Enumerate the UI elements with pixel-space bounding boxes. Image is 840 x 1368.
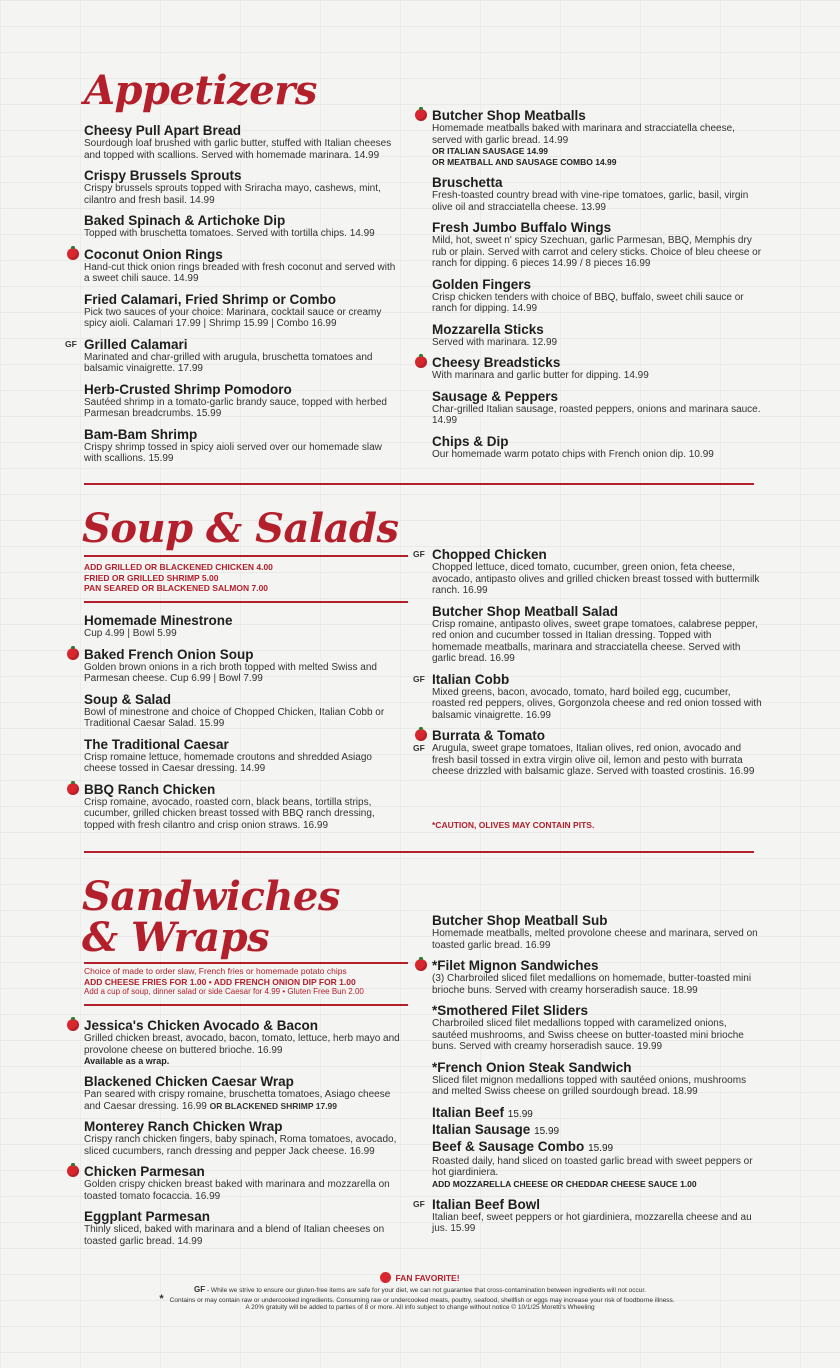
item-name: Bam-Bam Shrimp — [84, 426, 198, 442]
item-name: Blackened Chicken Caesar Wrap — [84, 1074, 294, 1089]
item-description: Grilled chicken breast, avocado, bacon, tomato, lettuce, herb mayo and provolone cheese on buttered brioche. 16.99 — [84, 1033, 400, 1056]
item-name: Eggplant Parmesan — [84, 1209, 211, 1224]
fan-favorite-tomato-icon — [67, 783, 79, 795]
item-addon: ADD MOZZARELLA CHEESE OR CHEDDAR CHEESE SAUCE 1.00 — [432, 1178, 697, 1189]
menu-item — [84, 1018, 402, 1067]
item-description: Charbroiled sliced filet medallions topped with caramelized onions, sautéed mushrooms, and Swiss cheese on butter-toasted mini brioche buns. Served with creamy horseradish sauce. 19.99 — [432, 1018, 744, 1052]
item-addon: OR BLACKENED SHRIMP 17.99 — [209, 1100, 338, 1111]
item-name: Butcher Shop Meatball Sub — [432, 913, 608, 928]
addon-line: ADD CHEESE FRIES FOR 1.00 • ADD FRENCH ONION DIP FOR 1.00 — [84, 976, 356, 987]
soups-title-underline — [84, 555, 408, 557]
menu-item — [432, 108, 762, 168]
item-description: Marinated and char-grilled with arugula, bruschetta tomatoes and balsamic vinaigrette. 17.99 — [84, 351, 373, 374]
item-name: Soup & Salad — [84, 691, 172, 707]
menu-item — [84, 1074, 402, 1112]
item-description: Pan seared with crispy romaine, bruschetta tomatoes, Asiago cheese and Caesar dressing. 16.99 OR BLACKENED SHRIMP 17.99 — [84, 1089, 391, 1112]
fan-favorite-tomato-icon — [67, 648, 79, 660]
sandwiches-addons — [84, 966, 424, 998]
item-description: Thinly sliced, baked with marinara and a blend of Italian cheeses on toasted garlic bread. 14.99 — [84, 1224, 385, 1247]
olive-caution: *CAUTION, OLIVES MAY CONTAIN PITS. — [432, 820, 595, 830]
item-name: Italian Cobb — [432, 671, 510, 687]
fan-favorite-tomato-icon — [67, 1019, 79, 1031]
menu-item — [84, 1209, 402, 1247]
fan-favorite-tomato-icon — [415, 959, 427, 971]
gluten-free-badge: GF — [65, 338, 77, 349]
item-addon: OR MEATBALL AND SAUSAGE COMBO 14.99 — [432, 157, 617, 167]
item-description: Mild, hot, sweet n' spicy Szechuan, garlic Parmesan, BBQ, Memphis dry rub or plain. Served with carrot and celery sticks. Choice of bleu cheese or ranch for dipping. 6 pieces 14.99 / 8 pieces 16.99 — [432, 235, 762, 269]
item-name: Butcher Shop Meatball Salad — [432, 603, 619, 619]
menu-item — [432, 175, 762, 213]
item-name: Beef & Sausage Combo 15.99 — [432, 1138, 614, 1154]
menu-item — [413, 1196, 762, 1235]
item-description: Roasted daily, hand sliced on toasted garlic bread with sweet peppers or hot giardiniera. — [432, 1155, 753, 1178]
item-addon: Available as a wrap. — [84, 1056, 170, 1066]
menu-item — [432, 355, 762, 382]
sandwiches-title-line1: Sandwiches — [82, 873, 340, 920]
menu-item — [432, 1060, 762, 1098]
menu-item — [84, 247, 402, 285]
soups-title: Soup & Salads — [82, 505, 399, 552]
item-name: The Traditional Caesar — [84, 736, 229, 752]
addon-line: ADD GRILLED OR BLACKENED CHICKEN 4.00 — [84, 562, 273, 572]
item-description: Chopped lettuce, diced tomato, cucumber, green onion, feta cheese, avocado, antipasto olives and grilled chicken breast tossed with buttermilk ranch. 16.99 — [432, 562, 760, 596]
menu-item — [432, 913, 762, 951]
menu-item — [432, 277, 762, 315]
menu-item — [84, 382, 402, 420]
item-name: *Smothered Filet Sliders — [432, 1003, 589, 1018]
item-name: Fried Calamari, Fried Shrimp or Combo — [84, 291, 337, 307]
menu-item — [432, 220, 762, 270]
gluten-free-badge: GF — [413, 673, 425, 684]
menu-item — [65, 336, 402, 375]
sandwiches-left-column — [84, 1018, 402, 1254]
menu-item — [432, 1003, 762, 1053]
item-description: Pick two sauces of your choice: Marinara, cocktail sauce or creamy spicy aioli. Calamari 17.99 | Shrimp 15.99 | Combo 16.99 — [84, 306, 382, 329]
item-name: Burrata & Tomato — [432, 728, 546, 743]
item-description: Crispy ranch chicken fingers, baby spinach, Roma tomatoes, avocado, sliced cucumbers, ranch dressing and pepper Jack cheese. 16.99 — [84, 1134, 397, 1157]
menu-item — [432, 604, 762, 665]
item-description: Crisp romaine, avocado, roasted corn, black beans, tortilla strips, cucumber, grilled chicken breast tossed with BBQ ranch dressing, topped with fresh cilantro and crisp onion straws. 16.99 — [84, 796, 375, 831]
item-name: Fresh Jumbo Buffalo Wings — [432, 220, 612, 235]
appetizers-title: Appetizers — [84, 67, 317, 114]
tomato-icon — [380, 1272, 391, 1283]
item-name: Baked Spinach & Artichoke Dip — [84, 213, 286, 228]
item-name: Cheesy Pull Apart Bread — [84, 123, 242, 138]
item-name: Baked French Onion Soup — [84, 646, 254, 662]
fan-favorite-tomato-icon — [67, 1165, 79, 1177]
item-description: Our homemade warm potato chips with French onion dip. 10.99 — [432, 448, 714, 460]
menu-item — [84, 737, 402, 775]
item-description: Italian beef, sweet peppers or hot giardiniera, mozzarella cheese and au jus. 15.99 — [432, 1211, 752, 1234]
item-name: Sausage & Peppers — [432, 388, 559, 404]
item-name: Italian Beef 15.99 — [432, 1104, 533, 1120]
raw-food-disclaimer: * Contains or may contain raw or undercooked ingredients. Consuming raw or undercooked meats, poultry, seafood, shellfish or eggs may increase your risk of foodborne illness. — [159, 1293, 675, 1305]
menu-item — [413, 547, 762, 597]
fan-favorite-legend: FAN FAVORITE! — [0, 1272, 840, 1283]
item-name: Chips & Dip — [432, 433, 509, 449]
item-description: Sourdough loaf brushed with garlic butter, stuffed with Italian cheeses and topped with scallions. Served with homemade marinara. 14.99 — [84, 138, 392, 161]
menu-item — [432, 389, 762, 427]
menu-item — [84, 692, 402, 730]
item-description: Sautéed shrimp in a tomato-garlic brandy sauce, topped with herbed Parmesan breadcrumbs. 15.99 — [84, 396, 387, 419]
item-description: Crisp romaine lettuce, homemade croutons and shredded Asiago cheese tossed in Caesar dressing. 14.99 — [84, 751, 372, 774]
item-name: Cheesy Breadsticks — [432, 355, 561, 370]
sandwiches-title-underline — [84, 962, 408, 964]
menu-item — [84, 1119, 402, 1157]
item-description: Crispy brussels sprouts topped with Sriracha mayo, cashews, mint, cilantro and fresh basil. 14.99 — [84, 183, 381, 206]
gratuity-notice: A 20% gratuity will be added to parties of 8 or more. All info subject to change without notice © 10/1/25 Moretti's Wheeling — [245, 1304, 595, 1311]
gluten-free-badge: GF — [413, 1198, 425, 1209]
item-description: Crisp romaine, antipasto olives, sweet grape tomatoes, calabrese pepper, red onion and cucumber tossed in Italian dressing. Topped with homemade meatballs, marinara and stracciatella cheese. Served with garlic bread. 16.99 — [432, 618, 758, 664]
section-divider — [84, 851, 754, 853]
item-name: BBQ Ranch Chicken — [84, 781, 216, 797]
item-description: Homemade meatballs, melted provolone cheese and marinara, served on toasted garlic bread. 16.99 — [432, 928, 758, 951]
fan-favorite-tomato-icon — [415, 109, 427, 121]
item-description: Topped with bruschetta tomatoes. Served with tortilla chips. 14.99 — [84, 228, 375, 239]
soups-addons — [84, 562, 414, 594]
item-description: Arugula, sweet grape tomatoes, Italian olives, red onion, avocado and fresh basil tossed in extra virgin olive oil, lemon and pesto with burrata cheese drizzled with balsamic glaze. Served with toasted crostinis. 16.99 — [432, 743, 755, 777]
item-description: Served with marinara. 12.99 — [432, 336, 558, 348]
menu-item — [84, 613, 402, 640]
menu-item — [413, 671, 762, 722]
item-description: Crispy shrimp tossed in spicy aioli served over our homemade slaw with scallions. 15.99 — [84, 441, 382, 464]
italian-beef-combo-item — [432, 1105, 762, 1190]
gluten-free-badge: GF — [413, 549, 425, 559]
item-description: Bowl of minestrone and choice of Chopped Chicken, Italian Cobb or Traditional Caesar Salad. 15.99 — [84, 706, 385, 729]
item-name: Jessica's Chicken Avocado & Bacon — [84, 1018, 319, 1033]
menu-item — [84, 1164, 402, 1202]
menu-item — [84, 782, 402, 832]
item-description: Cup 4.99 | Bowl 5.99 — [84, 628, 177, 639]
item-description: Hand-cut thick onion rings breaded with fresh coconut and served with a sweet chili sauce. 14.99 — [84, 261, 396, 284]
soups-right-column — [413, 547, 762, 785]
menu-item — [84, 427, 402, 465]
menu-item — [84, 647, 402, 685]
item-description: Mixed greens, bacon, avocado, tomato, hard boiled egg, cucumber, roasted red peppers, olives, Gorgonzola cheese and red onion tossed with balsamic vinaigrette. 16.99 — [432, 686, 762, 721]
item-name: Chicken Parmesan — [84, 1164, 205, 1179]
fan-favorite-tomato-icon — [415, 356, 427, 368]
item-name: Butcher Shop Meatballs — [432, 108, 586, 123]
section-divider — [84, 483, 754, 485]
gluten-free-disclaimer: GF - While we strive to ensure our gluten-free items are safe for your diet, we can not guarantee that cross-contamination between ingredients will not occur. — [194, 1285, 646, 1294]
asterisk-icon: * — [159, 1293, 164, 1305]
item-name: Coconut Onion Rings — [84, 246, 223, 262]
menu-item — [432, 958, 762, 996]
fan-favorite-tomato-icon — [67, 248, 79, 260]
menu-item — [84, 168, 402, 206]
appetizers-left-column — [65, 123, 402, 472]
sandwiches-right-column — [413, 913, 762, 1242]
item-name: *French Onion Steak Sandwich — [432, 1059, 632, 1075]
item-description: With marinara and garlic butter for dipping. 14.99 — [432, 370, 649, 381]
item-addon: OR ITALIAN SAUSAGE 14.99 — [432, 146, 549, 156]
item-name: Homemade Minestrone — [84, 613, 233, 628]
item-description: Sliced filet mignon medallions topped with sautéed onions, mushrooms and melted Swiss cheese on grilled sourdough bread. 18.99 — [432, 1074, 747, 1097]
addon-line: Add a cup of soup, dinner salad or side Caesar for 4.99 • Gluten Free Bun 2.00 — [84, 987, 364, 996]
item-name: Mozzarella Sticks — [432, 321, 544, 337]
item-description: Crisp chicken tenders with choice of BBQ, buffalo, sweet chili sauce or ranch for dipping. 14.99 — [432, 291, 744, 314]
item-name: Italian Beef Bowl — [432, 1196, 541, 1212]
soups-left-column — [84, 613, 402, 838]
item-description: Homemade meatballs baked with marinara and stracciatella cheese, served with garlic bread. 14.99 — [432, 123, 735, 146]
item-description: (3) Charbroiled sliced filet medallions on homemade, butter-toasted mini brioche buns. Served with creamy horseradish sauce. 18.99 — [432, 973, 752, 996]
item-name: Italian Sausage 15.99 — [432, 1121, 560, 1137]
item-name: Monterey Ranch Chicken Wrap — [84, 1119, 283, 1134]
gluten-free-badge: GF — [413, 743, 425, 753]
item-description: Fresh-toasted country bread with vine-ripe tomatoes, garlic, basil, virgin olive oil and stracciatella cheese. 13.99 — [432, 190, 749, 213]
item-name: *Filet Mignon Sandwiches — [432, 958, 599, 973]
item-description: Char-grilled Italian sausage, roasted peppers, onions and marinara sauce. 14.99 — [432, 403, 761, 426]
item-name: Herb-Crusted Shrimp Pomodoro — [84, 381, 292, 397]
menu-item — [413, 728, 762, 778]
addon-line: PAN SEARED OR BLACKENED SALMON 7.00 — [84, 583, 269, 593]
menu-item — [432, 322, 762, 349]
sandwiches-addons-underline — [84, 1004, 408, 1006]
appetizers-right-column — [432, 108, 762, 467]
item-name: Crispy Brussels Sprouts — [84, 168, 242, 183]
item-description: Golden brown onions in a rich broth topped with melted Swiss and Parmesan cheese. Cup 6.99 | Bowl 7.99 — [84, 661, 377, 684]
item-description: Golden crispy chicken breast baked with marinara and mozzarella on toasted tomato focaccia. 16.99 — [84, 1179, 390, 1202]
addon-line: FRIED OR GRILLED SHRIMP 5.00 — [84, 572, 219, 583]
fan-favorite-tomato-icon — [415, 729, 427, 741]
menu-item — [84, 292, 402, 330]
addon-line: Choice of made to order slaw, French fries or homemade potato chips — [84, 966, 347, 976]
sandwiches-title-line2: & Wraps — [82, 914, 270, 961]
item-name: Chopped Chicken — [432, 547, 547, 562]
menu-item — [84, 213, 402, 240]
menu-item — [84, 123, 402, 161]
menu-item — [432, 434, 762, 461]
soups-addons-underline — [84, 601, 408, 603]
item-name: Grilled Calamari — [84, 336, 188, 352]
item-name: Bruschetta — [432, 175, 503, 190]
item-name: Golden Fingers — [432, 276, 532, 292]
